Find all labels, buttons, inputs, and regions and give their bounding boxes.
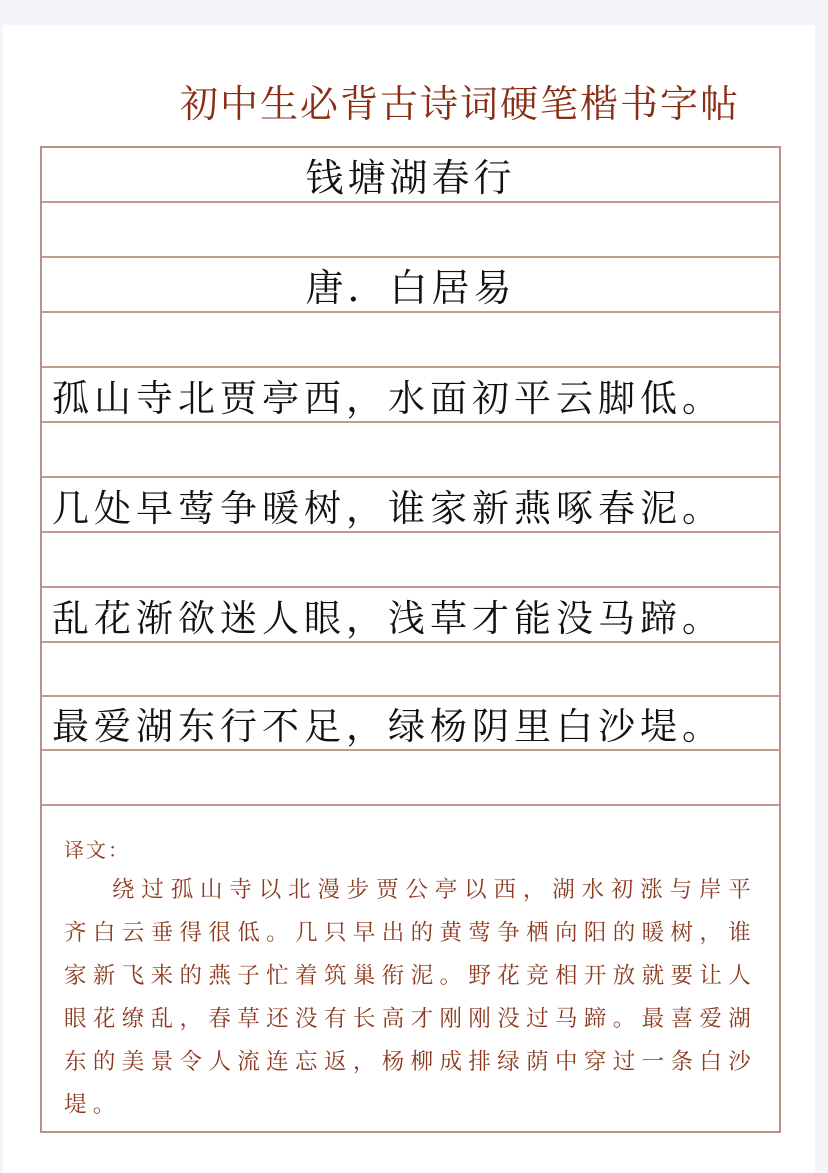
translation-label: 译文：	[64, 838, 130, 862]
blank-practice-row	[42, 313, 779, 368]
poem-line: 乱花渐欲迷人眼，浅草才能没马蹄。	[42, 588, 779, 643]
poem-line: 几处早莺争暖树，谁家新燕啄春泥。	[42, 478, 779, 533]
poem-title: 钱塘湖春行	[42, 148, 779, 203]
copybook-title: 初中生必背古诗词硬笔楷书字帖	[180, 82, 741, 126]
blank-practice-row	[42, 423, 779, 478]
translation-text: 绕过孤山寺以北漫步贾公亭以西，湖水初涨与岸平齐白云垂得很低。几只早出的黄莺争栖向阳的暖树，谁家新飞来的燕子忙着筑巢衔泥。野花竞相开放就要让人眼花缭乱，春草还没有长高才刚刚没过马蹄。最喜爱湖东的美景令人流连忘返，杨柳成排绿荫中穿过一条白沙堤。	[64, 877, 757, 1118]
blank-practice-row	[42, 751, 779, 806]
poem-author: 唐．白居易	[42, 258, 779, 313]
poem-line: 最爱湖东行不足，绿杨阴里白沙堤。	[42, 696, 779, 751]
blank-practice-row	[42, 642, 779, 697]
blank-practice-row	[42, 533, 779, 588]
poem-line: 孤山寺北贾亭西，水面初平云脚低。	[42, 368, 779, 423]
translation-section	[42, 806, 779, 1131]
practice-grid	[40, 146, 781, 1133]
blank-practice-row	[42, 203, 779, 258]
